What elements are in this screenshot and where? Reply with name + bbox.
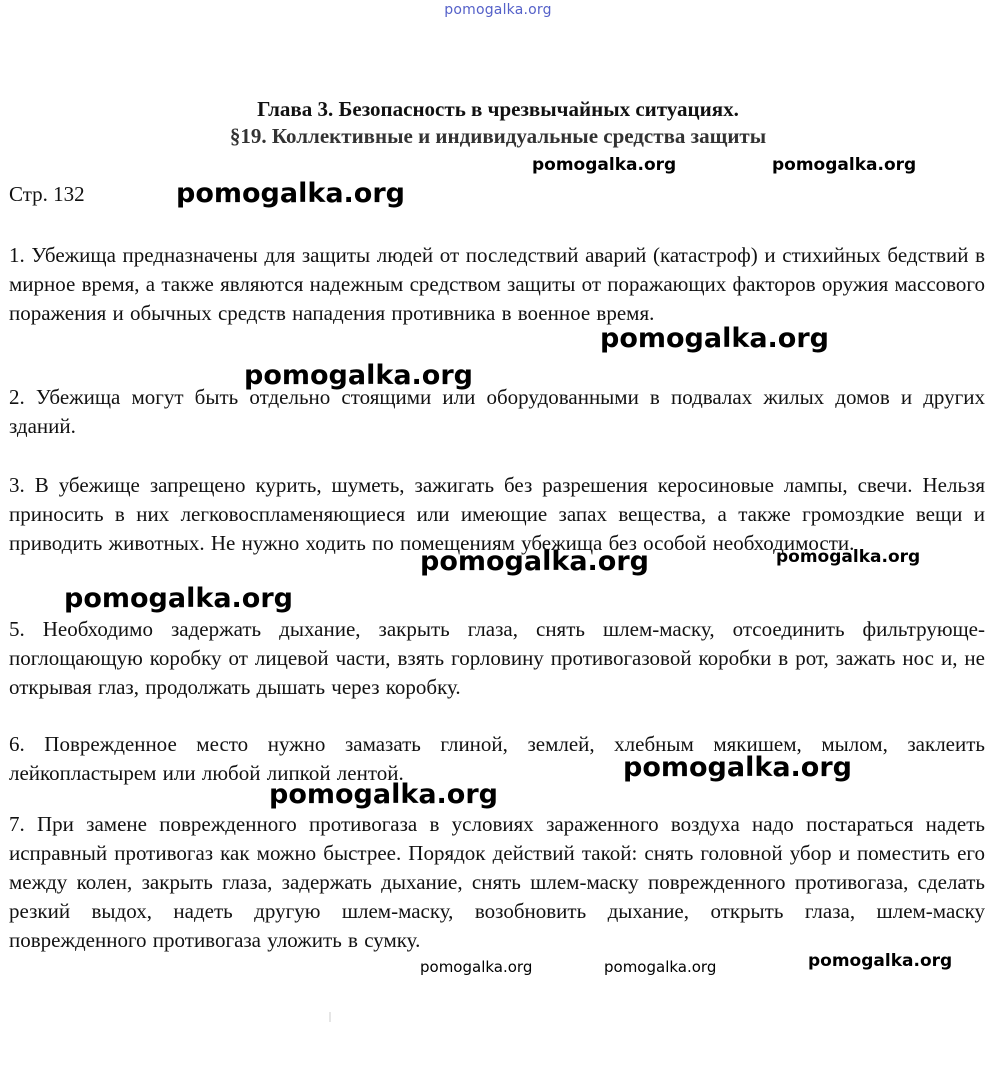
- page-reference: Стр. 132: [9, 182, 85, 206]
- chapter-title: Глава 3. Безопасность в чрезвычайных ситуациях.: [257, 97, 739, 121]
- watermark: pomogalka.org: [623, 752, 852, 783]
- answer-paragraph-5: 5. Необходимо задержать дыхание, закрыть глаза, снять шлем-маску, отсоединить фильтрующе-поглощающую коробку от лицевой части, взять горловину противогазовой коробки в рот, зажать нос и, не открывая глаз, продолжать дышать через коробку.: [9, 617, 985, 699]
- watermark: pomogalka.org: [64, 583, 293, 614]
- watermark: pomogalka.org: [776, 547, 921, 567]
- answer-paragraph-3: 3. В убежище запрещено курить, шуметь, зажигать без разрешения керосиновые лампы, свечи. Нельзя приносить в них легковоспламеняющиеся или имеющие запах вещества, а также громоздкие вещи и приводить животных. Не нужно ходить по помещениям убежища без особой необходимости.: [9, 473, 985, 555]
- answer-paragraph-2: 2. Убежища могут быть отдельно стоящими или оборудованными в подвалах жилых домов и других зданий.: [9, 385, 985, 438]
- answer-paragraph-7: 7. При замене поврежденного противогаза в условиях зараженного воздуха надо постараться надеть исправный противогаз как можно быстрее. Порядок действий такой: снять головной убор и поместить его между колен, закрыть глаза, задержать дыхание, снять шлем-маску поврежденного противогаза, сделать резкий выдох, надеть другую шлем-маску, возобновить дыхание, открыть глаза, шлем-маску поврежденного противогаза уложить в сумку.: [9, 812, 985, 952]
- watermark: pomogalka.org: [176, 178, 405, 209]
- section-title: §19. Коллективные и индивидуальные средства защиты: [229, 124, 767, 148]
- watermark: pomogalka.org: [269, 779, 498, 810]
- scan-artifact: [329, 1012, 331, 1022]
- watermark: pomogalka.org: [600, 323, 829, 354]
- watermark: pomogalka.org: [772, 155, 917, 175]
- watermark: pomogalka.org: [420, 958, 533, 976]
- watermark: pomogalka.org: [808, 951, 953, 971]
- watermark: pomogalka.org: [532, 155, 677, 175]
- watermark: pomogalka.org: [420, 546, 649, 577]
- answer-paragraph-6: 6. Поврежденное место нужно замазать глиной, землей, хлебным мякишем, мылом, заклеить лейкопластырем или любой липкой лентой.: [9, 732, 985, 785]
- answer-paragraph-1: 1. Убежища предназначены для защиты людей от последствий аварий (катастроф) и стихийных бедствий в мирное время, а также являются надежным средством защиты от поражающих факторов оружия массового поражения и обычных средств нападения противника в военное время.: [9, 243, 985, 325]
- site-header-watermark: pomogalka.org: [444, 2, 552, 18]
- watermark: pomogalka.org: [604, 958, 717, 976]
- title-block: [0, 96, 996, 150]
- watermark: pomogalka.org: [244, 360, 473, 391]
